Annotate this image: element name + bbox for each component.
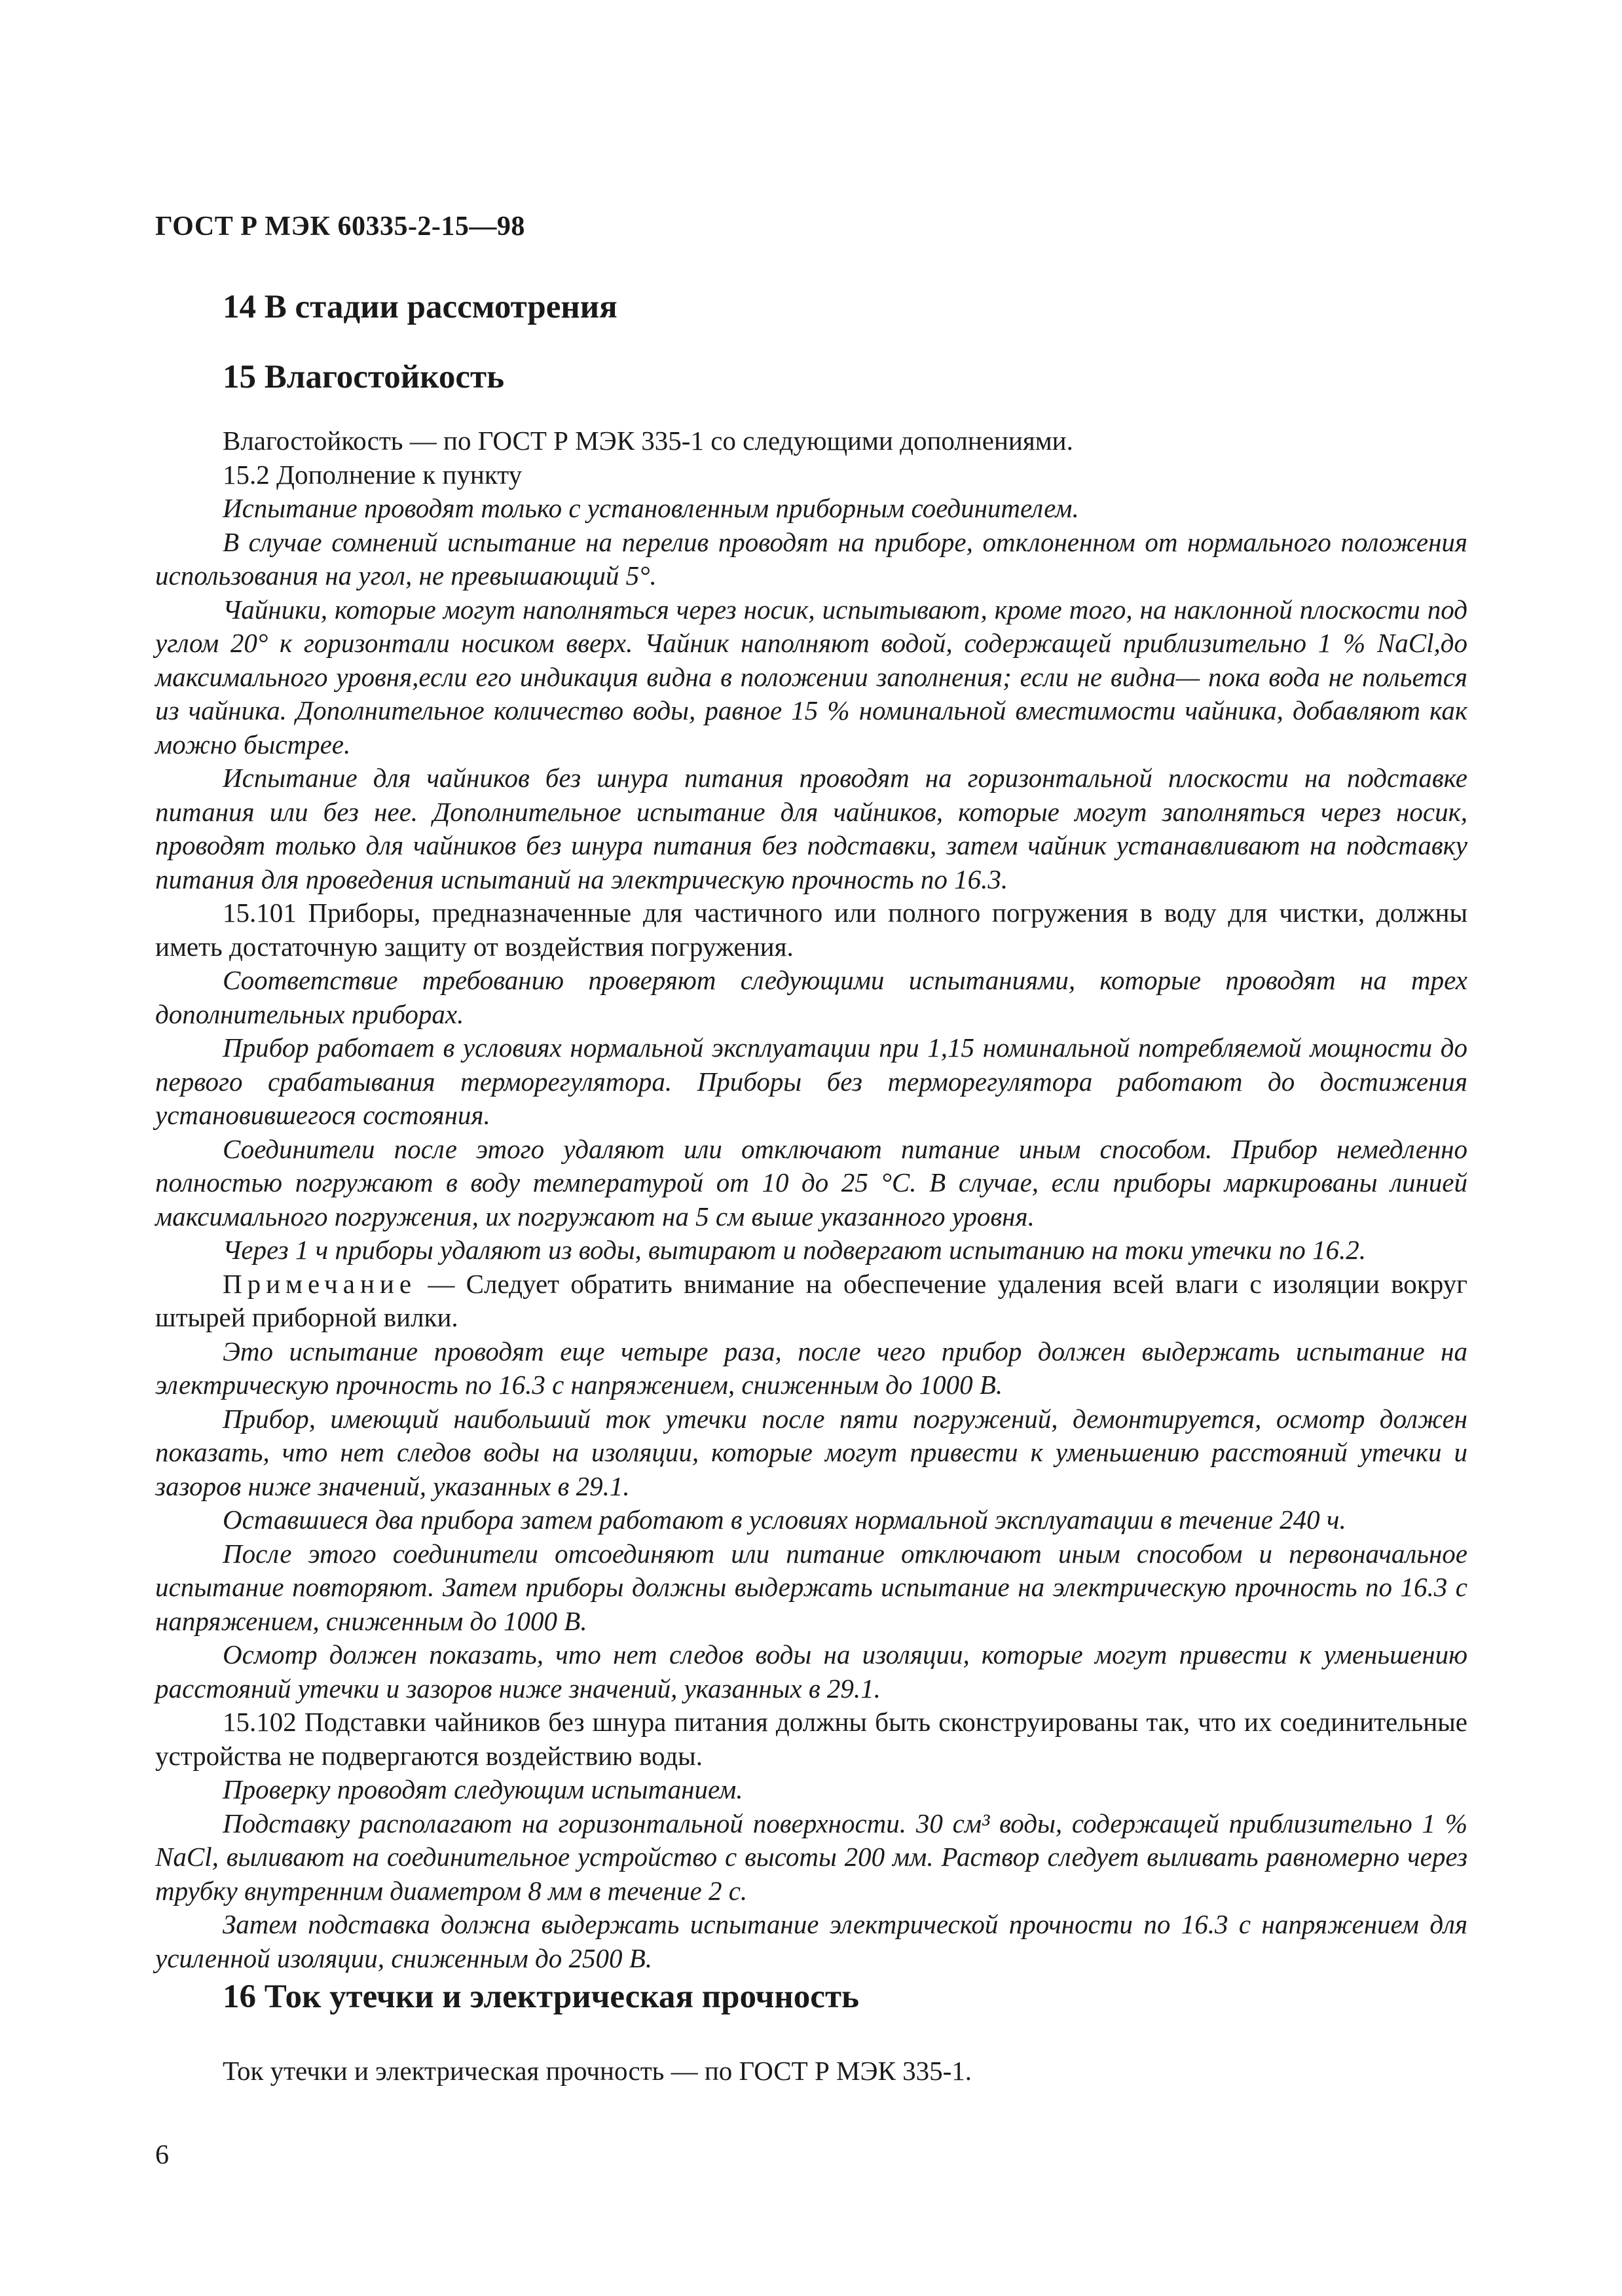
paragraph: Испытание для чайников без шнура питания проводят на горизонтальной плоскости на подставке питания или без нее. Дополнительное испытание для чайников, которые могут заполняться через носик, проводят только для чайников без шнура питания без подставки, затем чайник устанавливают на подставку питания для проведения испытаний на электрическую прочность по 16.3. [155, 763, 1467, 894]
paragraph: Через 1 ч приборы удаляют из воды, вытирают и подвергают испытанию на токи утечки по 16.2. [223, 1235, 1367, 1265]
note-text: — Следует обратить внимание на обеспечение удаления всей влаги с изоляции вокруг штырей приборной вилки. [155, 1268, 1467, 1332]
section-16-title: 16 Ток утечки и электрическая прочность [223, 1978, 859, 2015]
paragraph: 15.2 Дополнение к пункту [223, 459, 523, 490]
paragraph: Подставку располагают на горизонтальной поверхности. 30 см³ воды, содержащей приблизительно 1 % NaCl, выливают на соединительное устройство с высоты 200 мм. Раствор следует выливать равномерно через трубку внутренним диаметром 8 мм в течение 2 с. [155, 1808, 1467, 1906]
paragraph: Проверку проводят следующим испытанием. [223, 1774, 743, 1804]
section-15-body [155, 424, 1467, 1975]
paragraph: Соединители после этого удаляют или отключают питание иным способом. Прибор немедленно полностью погружают в воду температурой от 10 до 25 °С. В случае, если приборы маркированы линией максимального погружения, их погружают на 5 см выше указанного уровня. [155, 1133, 1467, 1231]
paragraph: Прибор работает в условиях нормальной эксплуатации при 1,15 номинальной потребляемой мощности до первого срабатывания терморегулятора. Приборы без терморегулятора работают до достижения установившегося состояния. [155, 1032, 1467, 1130]
paragraph: Это испытание проводят еще четыре раза, после чего прибор должен выдержать испытание на электрическую прочность по 16.3 с напряжением, сниженным до 1000 В. [155, 1336, 1467, 1400]
note-paragraph [155, 1267, 1467, 1335]
paragraph: 15.101 Приборы, предназначенные для частичного или полного погружения в воду для чистки, должны иметь достаточную защиту от воздействия погружения. [155, 898, 1467, 962]
note-label: Примечание [223, 1268, 417, 1299]
paragraph: Затем подставка должна выдержать испытание электрической прочности по 16.3 с напряжением для усиленной изоляции, сниженным до 2500 В. [155, 1909, 1467, 1973]
paragraph: Влагостойкость — по ГОСТ Р МЭК 335-1 со следующими дополнениями. [223, 426, 1073, 456]
section-14-title: 14 В стадии рассмотрения [223, 289, 617, 325]
paragraph: Прибор, имеющий наибольший ток утечки после пяти погружений, демонтируется, осмотр должен показать, что нет следов воды на изоляции, которые могут привести к уменьшению расстояний утечки и зазоров ниже значений, указанных в 29.1. [155, 1403, 1467, 1501]
paragraph: Испытание проводят только с установленным приборным соединителем. [223, 493, 1079, 523]
paragraph: Чайники, которые могут наполняться через носик, испытывают, кроме того, на наклонной плоскости под углом 20° к горизонтали носиком вверх. Чайник наполняют водой, содержащей приблизительно 1 % NaCl,до максимального уровня,если его индикация видна в положении заполнения; если не видна— пока вода не польется из чайника. Дополнительное количество воды, равное 15 % номинальной вместимости чайника, добавляют как можно быстрее. [155, 594, 1467, 759]
paragraph: Осмотр должен показать, что нет следов воды на изоляции, которые могут привести к уменьшению расстояний утечки и зазоров ниже значений, указанных в 29.1. [155, 1639, 1467, 1704]
paragraph: Соответствие требованию проверяют следующими испытаниями, которые проводят на трех дополнительных приборах. [155, 965, 1467, 1029]
document-code-header: ГОСТ Р МЭК 60335-2-15—98 [155, 211, 525, 242]
section-15-title: 15 Влагостойкость [223, 359, 505, 395]
paragraph: В случае сомнений испытание на перелив проводят на приборе, отклоненном от нормального положения использования на угол, не превышающий 5°. [155, 526, 1467, 591]
paragraph: После этого соединители отсоединяют или питание отключают иным способом и первоначальное испытание повторяют. Затем приборы должны выдержать испытание на электрическую прочность по 16.3 с напряжением, сниженным до 1000 В. [155, 1538, 1467, 1636]
paragraph: Оставшиеся два прибора затем работают в условиях нормальной эксплуатации в течение 240 ч. [223, 1504, 1346, 1535]
paragraph: 15.102 Подставки чайников без шнура питания должны быть сконструированы так, что их соединительные устройства не подвергаются воздействию воды. [155, 1707, 1467, 1771]
paragraph: Ток утечки и электрическая прочность — по ГОСТ Р МЭК 335-1. [223, 2056, 972, 2086]
section-16-body [155, 2054, 1467, 2088]
page-number: 6 [155, 2140, 169, 2170]
